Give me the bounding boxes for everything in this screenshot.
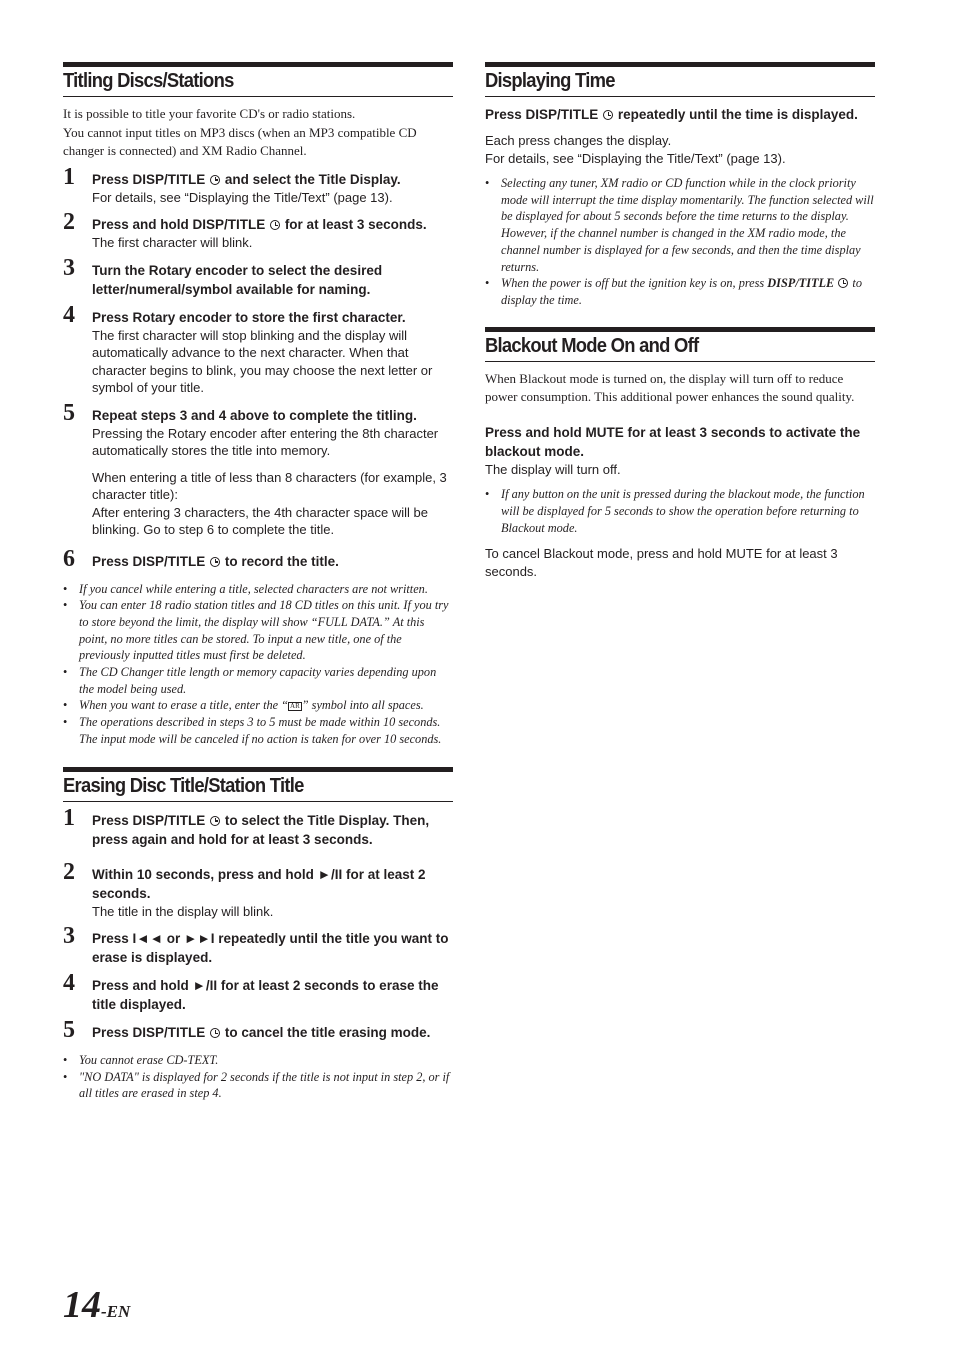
description: For details, see “Displaying the Title/Text” (page 13). [485,150,786,166]
page-number: 14-EN [63,1284,131,1326]
clock-icon [270,220,280,230]
step-instruction: Within 10 seconds, press and hold ►/II for at least 2 seconds. [92,866,426,901]
section-title: Displaying Time [485,70,615,92]
description: The display will turn off. [485,461,621,477]
section-header-titling [63,62,453,97]
step-3 [63,254,453,299]
blank-symbol-icon: AR [290,702,300,711]
step-description: The title in the display will blink. [92,903,274,919]
step-instruction: Press DISP/TITLE to select the Title Display. Then, press again and hold for at least 3 seconds. [92,812,430,847]
right-column [485,62,875,580]
notes-list [485,175,875,309]
instruction: Press and hold MUTE for at least 3 seconds to activate the blackout mode. [485,424,861,459]
step-instruction: Press and hold ►/II for at least 2 seconds to erase the title displayed. [92,978,439,1013]
clock-icon [603,110,613,120]
clock-icon [210,816,220,826]
description: Each press changes the display. [485,133,672,148]
step-4 [63,301,453,397]
step-instruction: Press Rotary encoder to store the first character. [92,309,406,325]
section-title: Blackout Mode On and Off [485,334,699,357]
instruction: Press DISP/TITLE repeatedly until the time is displayed. [485,107,858,122]
note-item: • The CD Changer title length or memory capacity varies depending upon the model being used. [63,665,437,696]
step-number: 1 [63,163,75,190]
step-description: The first character will stop blinking and the display will automatically advance to the next character. When that character begins to blink, you may choose the next letter or symbol of your title. [92,327,433,395]
step-5 [63,1017,453,1044]
rotary-encoder-label: Rotary encoder [148,262,248,278]
note-item: • Selecting any tuner, XM radio or CD function while in the clock priority mode will interrupt the time display momentarily. The function selected will be displayed for about 5 seconds before the time returns to the display. However, if the channel number is changed in the XM radio mode, the channel number is displayed for a few seconds, and then the time display returns. [485,176,874,274]
section-title: Titling Discs/Stations [63,70,234,92]
step-number: 5 [63,399,75,426]
notes-list [63,581,453,748]
step-description: When entering a title of less than 8 characters (for example, 3 character title): [92,469,447,502]
note-item: • You cannot erase CD-TEXT. [63,1053,219,1068]
clock-icon [838,278,848,288]
step-number: 1 [63,804,75,831]
step-number: 6 [63,545,75,572]
section-header-erasing [63,767,453,802]
note-item: • If you cancel while entering a title, selected characters are not written. [63,581,428,596]
step-number: 3 [63,923,75,950]
clock-icon [210,1028,220,1038]
step-instruction: Press I◄◄ or ►►I repeatedly until the title you want to erase is displayed. [92,931,449,966]
step-number: 2 [63,209,75,235]
notes-list [63,1052,453,1102]
page-suffix: -EN [101,1302,131,1321]
step-6 [63,545,453,572]
step-3 [63,923,453,967]
step-instruction: Repeat steps 3 and 4 above to complete the titling. [92,407,417,423]
step-1 [63,163,453,207]
note-item: • You can enter 18 radio station titles and 18 CD titles on this unit. If you try to store beyond the limit, the display will show “FULL DATA.” At this point, no more titles can be stored. To input a new title, one of the previously inputted titles must first be deleted. [63,598,449,663]
step-number: 4 [63,970,75,997]
note-item: • The operations described in steps 3 to 5 must be made within 10 seconds. The input mode will be canceled if no action is taken for over 10 seconds. [63,715,442,746]
step-2 [63,858,453,921]
intro-paragraph: You cannot input titles on MP3 discs (when an MP3 compatible CD changer is connected) and XM Radio Channel. [63,124,417,158]
step-instruction: Press DISP/TITLE to record the title. [92,553,339,569]
disp-title-label: DISP/TITLE [132,812,206,828]
clock-icon [210,557,220,567]
rotary-encoder-label: Rotary encoder [132,309,232,325]
step-number: 5 [63,1017,75,1044]
step-number: 2 [63,858,75,885]
description: To cancel Blackout mode, press and hold MUTE for at least 3 seconds. [485,546,838,579]
step-4 [63,970,453,1014]
step-instruction: Press and hold DISP/TITLE for at least 3 seconds. [92,217,427,232]
step-instruction: Press DISP/TITLE and select the Title Display. [92,171,401,187]
step-number: 3 [63,254,75,281]
section-header-blackout [485,327,875,362]
intro-paragraph: It is possible to title your favorite CD's or radio stations. [63,106,356,121]
step-description: For details, see “Displaying the Title/Text” (page 13). [92,189,393,205]
step-2 [63,209,453,252]
disp-title-label: DISP/TITLE [132,171,206,187]
disp-title-label: DISP/TITLE [132,553,206,569]
step-description: After entering 3 characters, the 4th character space will be blinking. Go to step 6 to complete the title. [92,504,429,537]
clock-icon [210,175,220,185]
step-number: 4 [63,301,75,328]
step-1 [63,804,453,849]
intro-paragraph: When Blackout mode is turned on, the display will turn off to reduce power consumption. This additional power enhances the sound quality. [485,370,855,405]
mute-label: MUTE [585,424,624,440]
note-item: • When you want to erase a title, enter the “ AR ” symbol into all spaces. [63,698,424,713]
disp-title-label: DISP/TITLE [525,107,599,122]
step-description: Pressing the Rotary encoder after entering the 8th character automatically stores the title into memory. [92,425,439,458]
disp-title-label: DISP/TITLE [192,217,266,232]
note-item: • When the power is off but the ignition key is on, press DISP/TITLE to display the time. [485,276,862,307]
step-description: The first character will blink. [92,235,253,250]
step-instruction: Turn the Rotary encoder to select the desired letter/numeral/symbol available for naming. [92,262,383,297]
step-instruction: Press DISP/TITLE to cancel the title erasing mode. [92,1025,431,1041]
section-header-displaying-time [485,62,875,97]
left-column [63,62,453,1102]
disp-title-label: DISP/TITLE [132,1025,206,1041]
disp-title-label: DISP/TITLE [767,276,835,291]
step-5 [63,399,453,539]
notes-list [485,486,875,536]
note-item: • If any button on the unit is pressed during the blackout mode, the function will be displayed for 5 seconds to show the operation before returning to Blackout mode. [485,487,865,535]
section-title: Erasing Disc Title/Station Title [63,774,304,797]
note-item: • "NO DATA" is displayed for 2 seconds if the title is not input in step 2, or if all titles are erased in step 4. [63,1069,450,1101]
